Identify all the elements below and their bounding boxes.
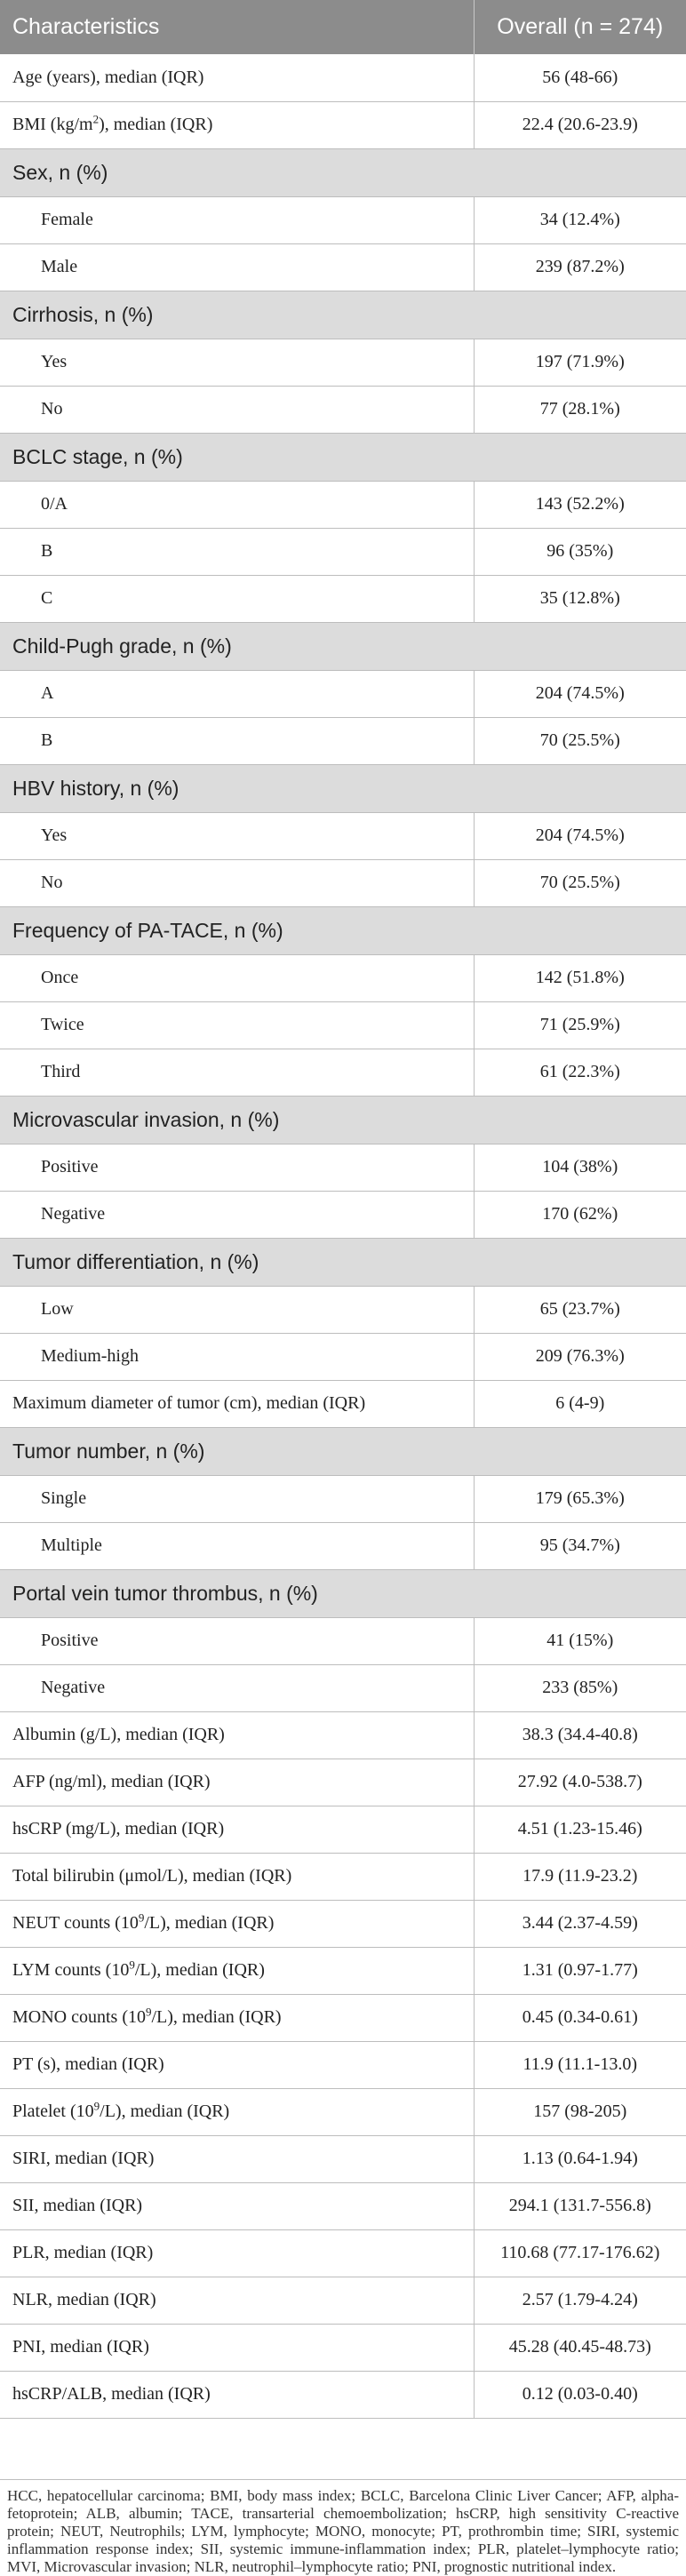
section-header-row xyxy=(0,1096,686,1144)
table-row xyxy=(0,1191,686,1238)
row-value: 0.45 (0.34-0.61) xyxy=(474,1994,686,2041)
row-value: 34 (12.4%) xyxy=(474,196,686,243)
row-label xyxy=(0,2088,474,2135)
row-label-superscript: 2 xyxy=(92,112,100,126)
row-label xyxy=(0,101,474,148)
section-header-row xyxy=(0,906,686,954)
table-footnote: HCC, hepatocellular carcinoma; BMI, body mass index; BCLC, Barcelona Clinic Liver Cancer; AFP, alpha-fetoprotein; ALB, albumin; TACE, transarterial chemoembolization; hsCRP, high sensitivity C-reactive protein; NEUT, Neutrophils; LYM, lymphocyte; MONO, monocyte; PT, prothrombin time; SIRI, systemic inflammation response index; SII, systemic immune-inflammation index; PLR, platelet–lymphocyte ratio; MVI, Microvascular invasion; NLR, neutrophil–lymphocyte ratio; PNI, prognostic nutritional index. xyxy=(0,2479,686,2576)
row-label: Albumin (g/L), median (IQR) xyxy=(0,1711,474,1759)
row-value: 143 (52.2%) xyxy=(474,481,686,528)
table-row xyxy=(0,2088,686,2135)
header-row xyxy=(0,0,686,54)
table-row xyxy=(0,859,686,906)
row-value: 3.44 (2.37-4.59) xyxy=(474,1900,686,1947)
table-row xyxy=(0,2324,686,2371)
row-label: Once xyxy=(0,954,474,1001)
row-label-superscript: 9 xyxy=(138,1910,145,1925)
section-header-row xyxy=(0,291,686,339)
table-row xyxy=(0,2229,686,2277)
section-label: Tumor differentiation, n (%) xyxy=(0,1238,686,1286)
table-row xyxy=(0,2277,686,2324)
section-header-row xyxy=(0,433,686,481)
row-value: 95 (34.7%) xyxy=(474,1522,686,1569)
row-value: 157 (98-205) xyxy=(474,2088,686,2135)
table-row xyxy=(0,2182,686,2229)
row-label: PLR, median (IQR) xyxy=(0,2229,474,2277)
row-label: Single xyxy=(0,1475,474,1522)
section-label: Child-Pugh grade, n (%) xyxy=(0,622,686,670)
table-row xyxy=(0,386,686,433)
row-label-superscript: 9 xyxy=(93,2099,100,2113)
row-label: Multiple xyxy=(0,1522,474,1569)
row-value: 1.31 (0.97-1.77) xyxy=(474,1947,686,1994)
row-label: SIRI, median (IQR) xyxy=(0,2135,474,2182)
row-label: Low xyxy=(0,1286,474,1333)
row-label-text: ), median (IQR) xyxy=(99,115,213,134)
row-value: 17.9 (11.9-23.2) xyxy=(474,1853,686,1900)
table-row xyxy=(0,1001,686,1049)
row-label: Age (years), median (IQR) xyxy=(0,54,474,101)
row-value: 2.57 (1.79-4.24) xyxy=(474,2277,686,2324)
section-label: Cirrhosis, n (%) xyxy=(0,291,686,339)
section-label: Frequency of PA-TACE, n (%) xyxy=(0,906,686,954)
section-header-row xyxy=(0,622,686,670)
table-row xyxy=(0,717,686,764)
row-value: 96 (35%) xyxy=(474,528,686,575)
row-label: C xyxy=(0,575,474,622)
row-label: AFP (ng/ml), median (IQR) xyxy=(0,1759,474,1806)
row-value: 61 (22.3%) xyxy=(474,1049,686,1096)
row-value: 294.1 (131.7-556.8) xyxy=(474,2182,686,2229)
row-label-text: /L), median (IQR) xyxy=(151,2007,282,2027)
row-label-text: BMI (kg/m xyxy=(12,115,93,134)
row-label: SII, median (IQR) xyxy=(0,2182,474,2229)
row-value: 70 (25.5%) xyxy=(474,717,686,764)
row-value: 204 (74.5%) xyxy=(474,670,686,717)
section-header-row xyxy=(0,1569,686,1617)
section-label: Tumor number, n (%) xyxy=(0,1427,686,1475)
row-value: 11.9 (11.1-13.0) xyxy=(474,2041,686,2088)
row-label-superscript: 9 xyxy=(146,2005,152,2019)
row-label-text: NEUT counts (10 xyxy=(12,1913,139,1933)
row-value: 209 (76.3%) xyxy=(474,1333,686,1380)
row-label: Positive xyxy=(0,1617,474,1664)
table-row xyxy=(0,339,686,386)
row-label: B xyxy=(0,528,474,575)
row-value: 35 (12.8%) xyxy=(474,575,686,622)
row-value: 1.13 (0.64-1.94) xyxy=(474,2135,686,2182)
row-value: 233 (85%) xyxy=(474,1664,686,1711)
row-value: 179 (65.3%) xyxy=(474,1475,686,1522)
row-label: NLR, median (IQR) xyxy=(0,2277,474,2324)
row-label: B xyxy=(0,717,474,764)
section-label: Sex, n (%) xyxy=(0,148,686,196)
row-label: Negative xyxy=(0,1664,474,1711)
row-value: 142 (51.8%) xyxy=(474,954,686,1001)
section-header-row xyxy=(0,148,686,196)
table-row xyxy=(0,54,686,101)
row-label: Yes xyxy=(0,339,474,386)
row-label: Maximum diameter of tumor (cm), median (IQR) xyxy=(0,1380,474,1427)
table-row xyxy=(0,954,686,1001)
row-label xyxy=(0,1947,474,1994)
row-label: Third xyxy=(0,1049,474,1096)
table-row xyxy=(0,1333,686,1380)
table-row xyxy=(0,1853,686,1900)
row-value: 239 (87.2%) xyxy=(474,243,686,291)
table-row xyxy=(0,1049,686,1096)
row-value: 204 (74.5%) xyxy=(474,812,686,859)
table-row xyxy=(0,1759,686,1806)
table-row xyxy=(0,1994,686,2041)
row-label: No xyxy=(0,859,474,906)
table-row xyxy=(0,1617,686,1664)
row-value: 0.12 (0.03-0.40) xyxy=(474,2371,686,2418)
section-header-row xyxy=(0,1427,686,1475)
row-label: Twice xyxy=(0,1001,474,1049)
row-value: 22.4 (20.6-23.9) xyxy=(474,101,686,148)
table-header xyxy=(0,0,686,54)
table-row xyxy=(0,1286,686,1333)
row-value: 104 (38%) xyxy=(474,1144,686,1191)
table-row xyxy=(0,196,686,243)
row-label-text: Platelet (10 xyxy=(12,2101,94,2121)
row-label-text: /L), median (IQR) xyxy=(100,2101,230,2121)
table-row xyxy=(0,528,686,575)
row-value: 41 (15%) xyxy=(474,1617,686,1664)
row-label: hsCRP/ALB, median (IQR) xyxy=(0,2371,474,2418)
row-value: 197 (71.9%) xyxy=(474,339,686,386)
table-row xyxy=(0,1380,686,1427)
table-row xyxy=(0,1947,686,1994)
row-value: 77 (28.1%) xyxy=(474,386,686,433)
table-row xyxy=(0,481,686,528)
table-row xyxy=(0,1664,686,1711)
table-row xyxy=(0,2041,686,2088)
row-label: Medium-high xyxy=(0,1333,474,1380)
table-row xyxy=(0,1711,686,1759)
row-label-text: /L), median (IQR) xyxy=(144,1913,275,1933)
row-label: hsCRP (mg/L), median (IQR) xyxy=(0,1806,474,1853)
table-row xyxy=(0,243,686,291)
row-label: Yes xyxy=(0,812,474,859)
section-header-row xyxy=(0,764,686,812)
section-header-row xyxy=(0,1238,686,1286)
table-row xyxy=(0,1900,686,1947)
header-overall: Overall (n = 274) xyxy=(474,0,686,54)
row-value: 27.92 (4.0-538.7) xyxy=(474,1759,686,1806)
row-label: Male xyxy=(0,243,474,291)
table-row xyxy=(0,670,686,717)
row-label-text: LYM counts (10 xyxy=(12,1960,130,1980)
row-label-text: /L), median (IQR) xyxy=(134,1960,265,1980)
row-value: 71 (25.9%) xyxy=(474,1001,686,1049)
row-label: 0/A xyxy=(0,481,474,528)
header-characteristics: Characteristics xyxy=(12,14,160,39)
section-label: Portal vein tumor thrombus, n (%) xyxy=(0,1569,686,1617)
section-label: HBV history, n (%) xyxy=(0,764,686,812)
row-label xyxy=(0,1994,474,2041)
row-label-superscript: 9 xyxy=(129,1958,135,1972)
row-label: PT (s), median (IQR) xyxy=(0,2041,474,2088)
row-value: 45.28 (40.45-48.73) xyxy=(474,2324,686,2371)
row-label xyxy=(0,1900,474,1947)
table-row xyxy=(0,1522,686,1569)
row-value: 6 (4-9) xyxy=(474,1380,686,1427)
row-value: 110.68 (77.17-176.62) xyxy=(474,2229,686,2277)
row-value: 170 (62%) xyxy=(474,1191,686,1238)
table-row xyxy=(0,575,686,622)
table-row xyxy=(0,1475,686,1522)
table-row xyxy=(0,1144,686,1191)
row-value: 65 (23.7%) xyxy=(474,1286,686,1333)
row-label: A xyxy=(0,670,474,717)
row-label: Positive xyxy=(0,1144,474,1191)
row-value: 70 (25.5%) xyxy=(474,859,686,906)
row-label: Total bilirubin (μmol/L), median (IQR) xyxy=(0,1853,474,1900)
table-row xyxy=(0,2135,686,2182)
row-value: 38.3 (34.4-40.8) xyxy=(474,1711,686,1759)
table-row xyxy=(0,101,686,148)
table-row xyxy=(0,812,686,859)
table-row xyxy=(0,1806,686,1853)
row-label-text: MONO counts (10 xyxy=(12,2007,146,2027)
row-value: 4.51 (1.23-15.46) xyxy=(474,1806,686,1853)
section-label: BCLC stage, n (%) xyxy=(0,433,686,481)
section-label: Microvascular invasion, n (%) xyxy=(0,1096,686,1144)
row-label: PNI, median (IQR) xyxy=(0,2324,474,2371)
table-body xyxy=(0,54,686,2418)
row-label: No xyxy=(0,386,474,433)
row-value: 56 (48-66) xyxy=(474,54,686,101)
table-row xyxy=(0,2371,686,2418)
row-label: Female xyxy=(0,196,474,243)
row-label: Negative xyxy=(0,1191,474,1238)
